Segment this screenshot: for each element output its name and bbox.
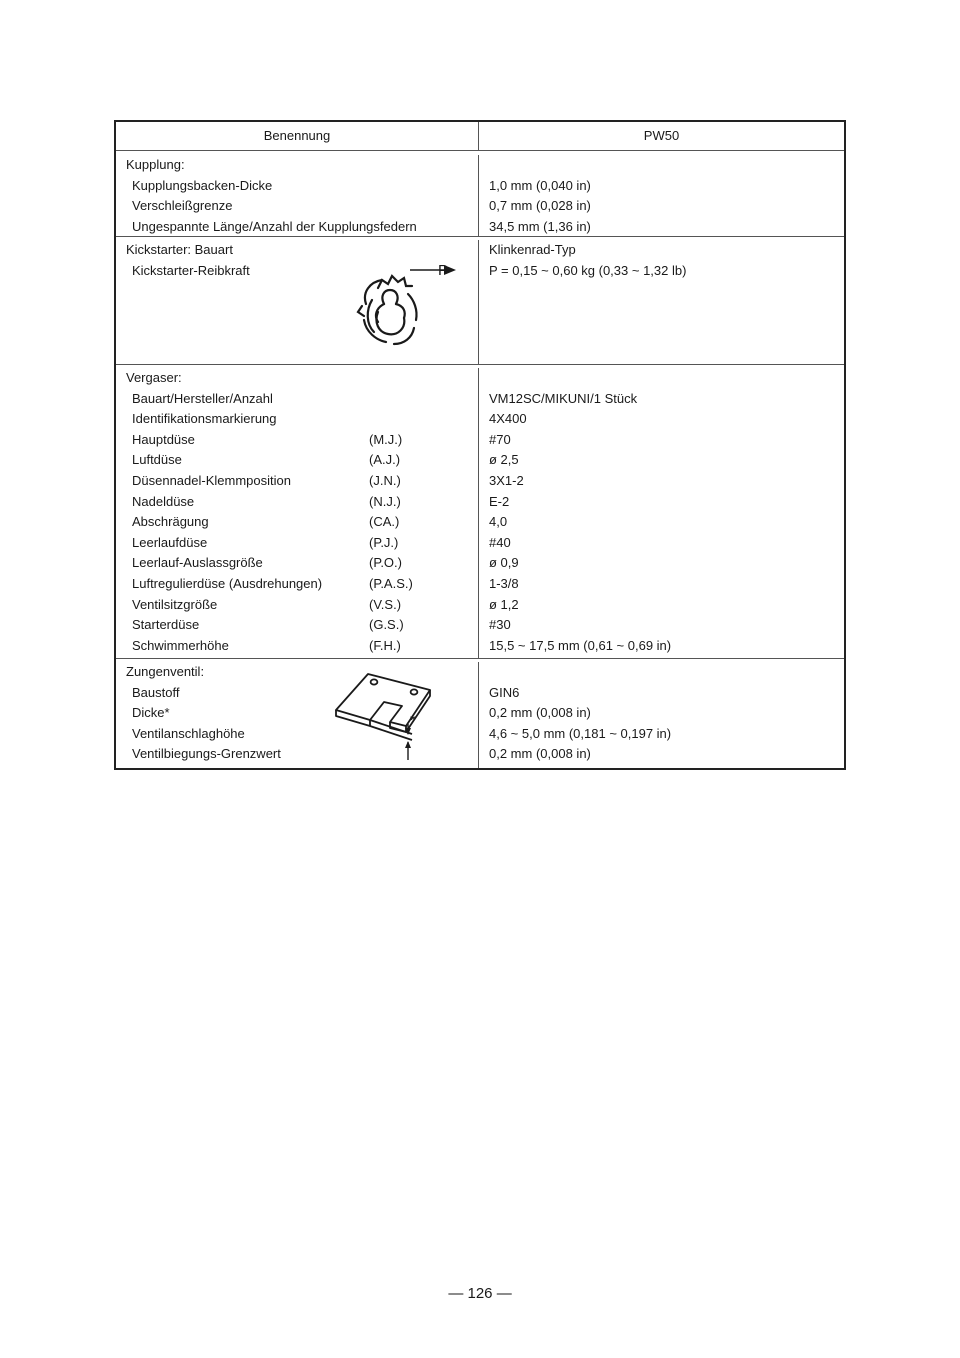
carburetor-value: E-2: [489, 493, 510, 509]
page-number: [0, 1285, 960, 1302]
clutch-values: [479, 155, 844, 236]
clutch-value-0: 1,0 mm (0,040 in): [489, 177, 591, 193]
carburetor-value: #70: [489, 431, 511, 447]
clutch-title: Kupplung:: [126, 157, 185, 172]
carburetor-row-2: [126, 430, 478, 451]
reed-valve-illustration: [328, 668, 432, 766]
header-model-cell: PW50: [643, 128, 680, 143]
carburetor-label: Ventilsitzgröße: [132, 596, 218, 612]
carburetor-abbr: (P.J.): [369, 534, 399, 550]
carburetor-label: Leerlaufdüse: [132, 534, 208, 550]
reed-valve-value-2: 4,6 ~ 5,0 mm (0,181 ~ 0,197 in): [489, 725, 672, 741]
carburetor-abbr: (P.O.): [369, 555, 402, 571]
reed-valve-label-1: Dicke*: [132, 705, 170, 721]
clutch-value-2: 34,5 mm (1,36 in): [489, 218, 591, 234]
kickstarter-values: [479, 240, 844, 364]
carburetor-label: Schwimmerhöhe: [132, 637, 229, 653]
carburetor-row-4: [126, 471, 478, 492]
carburetor-value: 1-3/8: [489, 575, 519, 591]
carburetor-row-9: [126, 574, 478, 595]
carburetor-abbr: (M.J.): [369, 431, 403, 447]
carburetor-label: Hauptdüse: [132, 431, 195, 447]
carburetor-abbr: (J.N.): [369, 472, 401, 488]
clutch-labels: [116, 155, 479, 236]
carburetor-label: Düsennadel-Klemmposition: [132, 472, 291, 488]
reed-valve-value-1: 0,2 mm (0,008 in): [489, 705, 591, 721]
page-number-dash-left: —: [448, 1285, 464, 1302]
carburetor-row-12: [126, 636, 478, 657]
carburetor-label: Luftdüse: [132, 452, 182, 468]
header-name-cell: Benennung: [116, 122, 479, 150]
kickstarter-title-value: Klinkenrad-Typ: [489, 242, 576, 257]
kickstarter-value-0: P = 0,15 ~ 0,60 kg (0,33 ~ 1,32 lb): [489, 262, 687, 278]
kickstarter-title: Kickstarter: Bauart: [126, 242, 233, 257]
carburetor-value: 4X400: [489, 411, 527, 427]
reed-valve-value-0: GIN6: [489, 684, 520, 700]
clutch-label-0: Kupplungsbacken-Dicke: [132, 177, 273, 193]
carburetor-section: [116, 364, 844, 658]
carburetor-row-7: [126, 533, 478, 554]
reed-valve-label-2: Ventilanschlaghöhe: [132, 725, 245, 741]
table-header-row: [116, 122, 844, 150]
reed-valve-thickness-label: *: [410, 712, 416, 729]
carburetor-labels: [116, 368, 479, 658]
carburetor-label: Starterdüse: [132, 617, 200, 633]
spec-table: [114, 120, 846, 770]
carburetor-value: 3X1-2: [489, 472, 524, 488]
carburetor-title: Vergaser:: [126, 370, 182, 385]
kickstarter-label-0: Kickstarter-Reibkraft: [132, 262, 250, 278]
carburetor-row-1: [126, 409, 478, 430]
page-number-value: 126: [467, 1285, 493, 1302]
carburetor-abbr: (F.H.): [369, 637, 401, 653]
carburetor-value: #40: [489, 534, 511, 550]
carburetor-label: Luftregulierdüse (Ausdrehungen): [132, 575, 323, 591]
kickstarter-section: [116, 236, 844, 364]
carburetor-value: ø 0,9: [489, 555, 519, 571]
carburetor-row-8: [126, 553, 478, 574]
clutch-section: [116, 150, 844, 236]
clutch-label-2: Ungespannte Länge/Anzahl der Kupplungsfedern: [132, 218, 417, 234]
carburetor-row-0: [126, 389, 478, 410]
carburetor-row-3: [126, 450, 478, 471]
carburetor-values: [479, 368, 844, 658]
carburetor-row-6: [126, 512, 478, 533]
reed-valve-value-3: 0,2 mm (0,008 in): [489, 746, 591, 762]
page-number-dash-right: —: [496, 1285, 512, 1302]
carburetor-abbr: (CA.): [369, 514, 400, 530]
reed-valve-values: [479, 662, 844, 768]
carburetor-label: Abschrägung: [132, 514, 209, 530]
carburetor-value: #30: [489, 617, 511, 633]
kickstarter-labels: [116, 240, 479, 364]
carburetor-value: ø 2,5: [489, 452, 519, 468]
carburetor-value: 15,5 ~ 17,5 mm (0,61 ~ 0,69 in): [489, 637, 672, 653]
reed-valve-label-0: Baustoff: [132, 684, 180, 700]
carburetor-value: 4,0: [489, 514, 508, 530]
carburetor-abbr: (A.J.): [369, 452, 401, 468]
clutch-label-1: Verschleißgrenze: [132, 198, 233, 214]
reed-valve-label-3: Ventilbiegungs-Grenzwert: [132, 746, 281, 762]
carburetor-abbr: (V.S.): [369, 596, 402, 612]
kickstarter-force-label: P: [438, 262, 449, 279]
carburetor-label: Identifikationsmarkierung: [132, 411, 277, 427]
carburetor-row-11: [126, 615, 478, 636]
carburetor-row-10: [126, 595, 478, 616]
carburetor-label: Leerlauf-Auslassgröße: [132, 555, 263, 571]
carburetor-value: ø 1,2: [489, 596, 519, 612]
carburetor-abbr: (P.A.S.): [369, 575, 413, 591]
carburetor-value: VM12SC/MIKUNI/1 Stück: [489, 390, 638, 406]
carburetor-abbr: (N.J.): [369, 493, 401, 509]
carburetor-abbr: (G.S.): [369, 617, 404, 633]
carburetor-label: Bauart/Hersteller/Anzahl: [132, 390, 273, 406]
carburetor-label: Nadeldüse: [132, 493, 195, 509]
clutch-value-1: 0,7 mm (0,028 in): [489, 198, 591, 214]
carburetor-row-5: [126, 492, 478, 513]
reed-valve-section: [116, 658, 844, 768]
reed-valve-labels: [116, 662, 479, 768]
reed-valve-title: Zungenventil:: [126, 664, 205, 679]
